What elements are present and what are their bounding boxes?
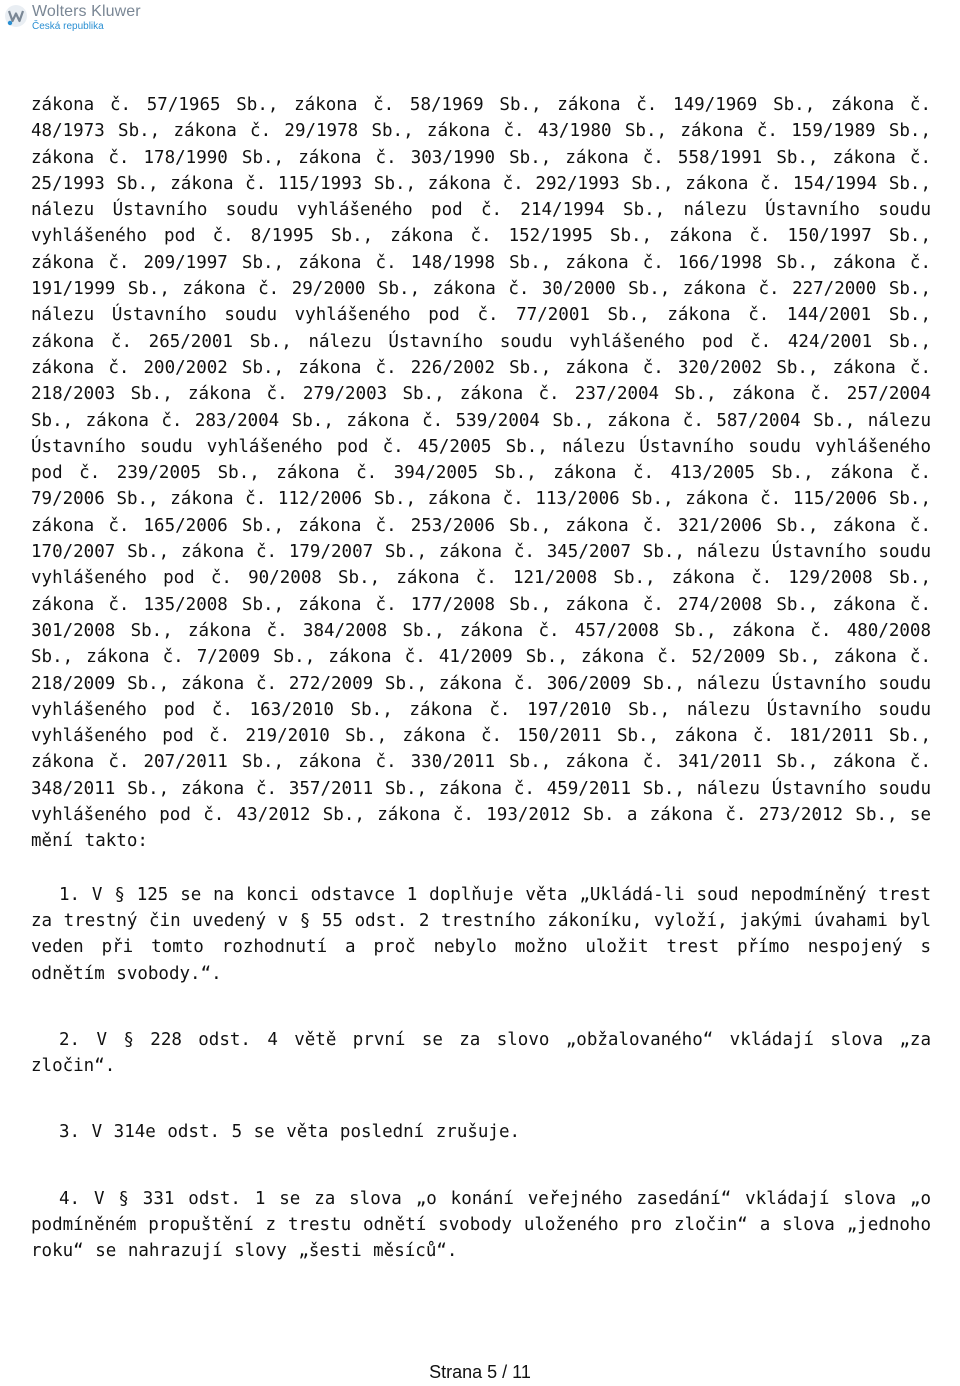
amendment-intro: zákona č. 57/1965 Sb., zákona č. 58/1969 Sb., zákona č. 149/1969 Sb., zákona č. 48/1973 Sb., zákona č. 29/1978 Sb., zákona č. 43/1980 Sb., zákona č. 159/1989 Sb., zákona č. 178/1990 Sb., zákona č. 303/1990 Sb., zákona č. 558/1991 Sb., zákona č. 25/1993 Sb., zákona č. 115/1993 Sb., zákona č. 292/1993 Sb., zákona č. 154/1994 Sb., nálezu Ústavního soudu vyhlášeného pod č. 214/1994 Sb., nálezu Ústavního soudu vyhlášeného pod č. 8/1995 Sb., zákona č. 152/1995 Sb., zákona č. 150/1997 Sb., zákona č. 209/1997 Sb., zákona č. 148/1998 Sb., zákona č. 166/1998 Sb., zákona č. 191/1999 Sb., zákona č. 29/2000 Sb., zákona č. 30/2000 Sb., zákona č. 227/2000 Sb., nálezu Ústavního soudu vyhlášeného pod č. 77/2001 Sb., zákona č. 144/2001 Sb., zákona č. 265/2001 Sb., nálezu Ústavního soudu vyhlášeného pod č. 424/2001 Sb., zákona č. 200/2002 Sb., zákona č. 226/2002 Sb., zákona č. 320/2002 Sb., zákona č. 218/2003 Sb., zákona č. 279/2003 Sb., zákona č. 237/2004 Sb., zákona č. 257/2004 Sb., zákona č. 283/2004 Sb., zákona č. 539/2004 Sb., zákona č. 587/2004 Sb., nálezu Ústavního soudu vyhlášeného pod č. 45/2005 Sb., nálezu Ústavního soudu vyhlášeného pod č. 239/2005 Sb., zákona č. 394/2005 Sb., zákona č. 413/2005 Sb., zákona č. 79/2006 Sb., zákona č. 112/2006 Sb., zákona č. 113/2006 Sb., zákona č. 115/2006 Sb., zákona č. 165/2006 Sb., zákona č. 253/2006 Sb., zákona č. 321/2006 Sb., zákona č. 170/2007 Sb., zákona č. 179/2007 Sb., zákona č. 345/2007 Sb., nálezu Ústavního soudu vyhlášeného pod č. 90/2008 Sb., zákona č. 121/2008 Sb., zákona č. 129/2008 Sb., zákona č. 135/2008 Sb., zákona č. 177/2008 Sb., zákona č. 274/2008 Sb., zákona č. 301/2008 Sb., zákona č. 384/2008 Sb., zákona č. 457/2008 Sb., zákona č. 480/2008 Sb., zákona č. 7/2009 Sb., zákona č. 41/2009 Sb., zákona č. 52/2009 Sb., zákona č. 218/2009 Sb., zákona č. 272/2009 Sb., zákona č. 306/2009 Sb., nálezu Ústavního soudu vyhlášeného pod č. 163/2010 Sb., zákona č. 197/2010 Sb., nálezu Ústavního soudu vyhlášeného pod č. 219/2010 Sb., zákona č. 150/2011 Sb., zákona č. 181/2011 Sb., zákona č. 207/2011 Sb., zákona č. 330/2011 Sb., zákona č. 341/2011 Sb., zákona č. 348/2011 Sb., zákona č. 357/2011 Sb., zákona č. 459/2011 Sb., nálezu Ústavního soudu vyhlášeného pod č. 43/2012 Sb., zákona č. 193/2012 Sb. a zákona č. 273/2012 Sb., se mění takto: [31, 95, 931, 852]
brand-subtitle: Česká republika [32, 21, 104, 32]
amendment-item-3: 3. V 314e odst. 5 se věta poslední zrušuje. [59, 1122, 521, 1143]
publisher-logo [4, 4, 141, 32]
document-body [31, 92, 931, 1265]
amendment-item-4: 4. V § 331 odst. 1 se za slova „o konání veřejného zasedání“ vkládají slova „o podmíněném propuštění z trestu odnětí svobody uloženého pro zločin“ a slova „jednoho roku“ se nahrazují slovy „šesti měsíců“. [31, 1188, 931, 1262]
page-number: Strana 5 / 11 [429, 1362, 531, 1382]
brand-name: Wolters Kluwer [32, 3, 141, 20]
wolters-kluwer-logo-icon [4, 4, 28, 28]
amendment-item-1: 1. V § 125 se na konci odstavce 1 doplňuje věta „Ukládá-li soud nepodmíněný trest za trestný čin uvedený v § 55 odst. 2 trestního zákoníku, vyloží, jakými úvahami byl veden při tomto rozhodnutí a proč nebylo možno uložit trest přímo nespojený s odnětím svobody.“. [31, 884, 931, 984]
amendment-item-2: 2. V § 228 odst. 4 větě první se za slovo „obžalovaného“ vkládají slova „za zločin“. [31, 1029, 931, 1077]
